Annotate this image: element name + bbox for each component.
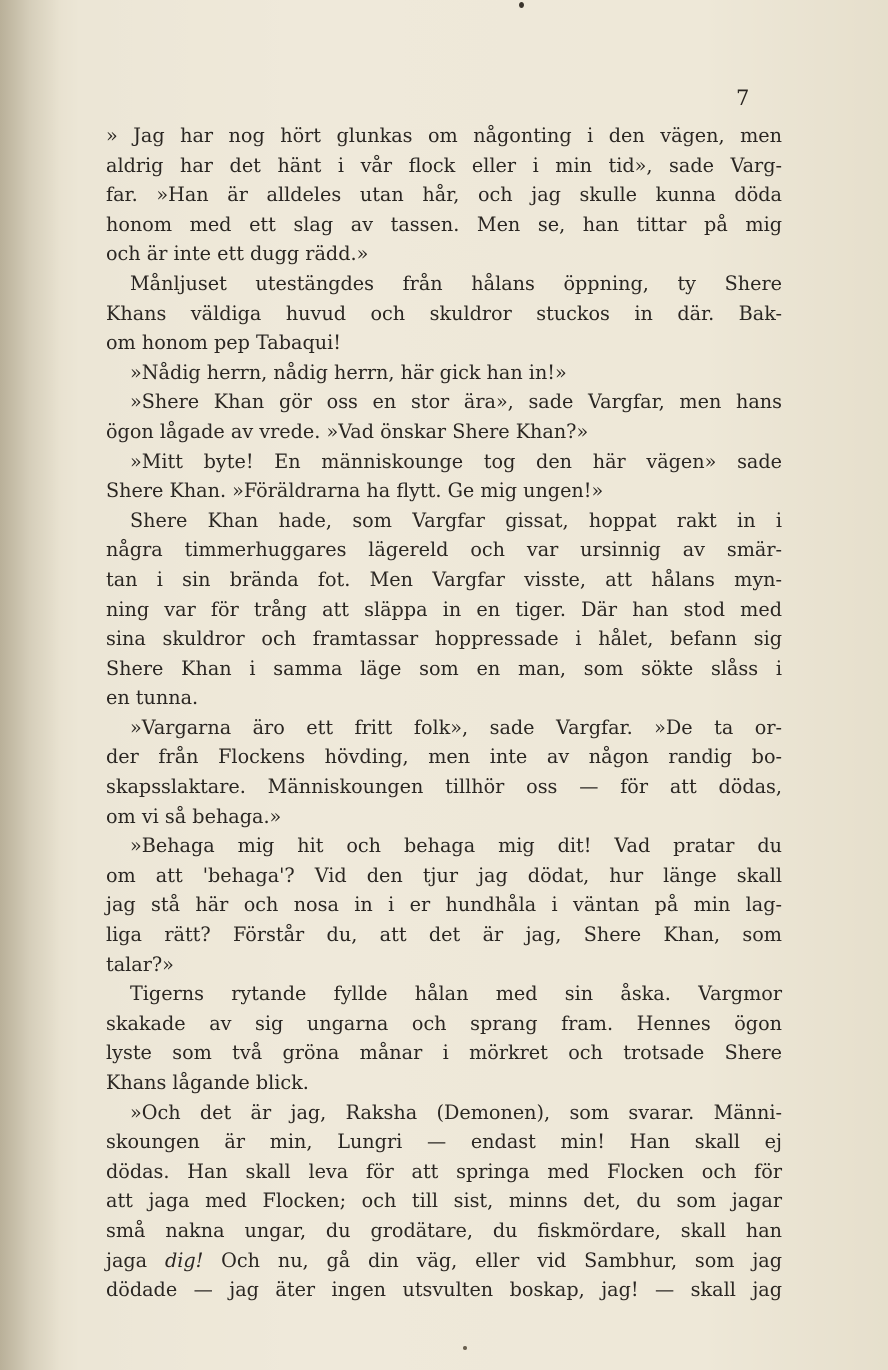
speck-mark-bottom	[463, 1346, 467, 1350]
text-line: far. »Han är alldeles utan hår, och jag skulle kunna döda	[106, 183, 782, 207]
speck-mark	[519, 2, 524, 8]
body-text	[106, 121, 782, 1305]
text-line: skoungen är min, Lungri — endast min! Han skall ej	[106, 1130, 782, 1154]
text-line: Shere Khan i samma läge som en man, som sökte slåss i	[106, 656, 782, 680]
text-line: skakade av sig ungarna och sprang fram. Hennes ögon	[106, 1011, 782, 1035]
text-line: en tunna.	[106, 686, 199, 710]
text-line: »Vargarna äro ett fritt folk», sade Vargfar. »De ta or-	[130, 715, 782, 739]
text-line: »Shere Khan gör oss en stor ära», sade Vargfar, men hans	[130, 390, 782, 414]
text-line: små nakna ungar, du grodätare, du fiskmördare, skall han	[106, 1218, 782, 1242]
text-line: »Behaga mig hit och behaga mig dit! Vad pratar du	[130, 834, 782, 858]
text-line: några timmerhuggares lägereld och var ursinnig av smär-	[106, 538, 782, 562]
text-line: om att 'behaga'? Vid den tjur jag dödat, hur länge skall	[106, 863, 782, 887]
text-line: Khans väldiga huvud och skuldror stuckos in där. Bak-	[106, 301, 782, 325]
text-line: sina skuldror och framtassar hoppressade i hålet, befann sig	[106, 627, 782, 651]
text-line: dödade — jag äter ingen utsvulten boskap, jag! — skall jag	[106, 1278, 782, 1302]
text-line: Shere Khan hade, som Vargfar gissat, hoppat rakt in i	[130, 508, 782, 532]
text-line: om vi så behaga.»	[106, 804, 282, 828]
text-line: der från Flockens hövding, men inte av någon randig bo-	[106, 745, 782, 769]
text-line: Tigerns rytande fyllde hålan med sin åska. Vargmor	[130, 982, 782, 1006]
text-line: och är inte ett dugg rädd.»	[106, 242, 369, 266]
text-line: » Jag har nog hört glunkas om någonting i den vägen, men	[106, 124, 782, 147]
text-line: ning var för trång att släppa in en tiger. Där han stod med	[106, 597, 782, 621]
text-line: aldrig har det hänt i vår flock eller i min tid», sade Varg-	[106, 153, 782, 177]
text-line: Månljuset utestängdes från hålans öppning, ty Shere	[130, 271, 782, 295]
text-line: »Mitt byte! En människounge tog den här vägen» sade	[130, 449, 782, 473]
text-line: liga rätt? Förstår du, att det är jag, Shere Khan, som	[106, 923, 782, 947]
text-line: »Nådig herrn, nådig herrn, här gick han in!»	[130, 360, 567, 384]
text-line: honom med ett slag av tassen. Men se, han tittar på mig	[106, 212, 782, 236]
text-line: tan i sin brända fot. Men Vargfar visste, att hålans myn-	[106, 567, 782, 591]
text-line: »Och det är jag, Raksha (Demonen), som svarar. Männi-	[130, 1100, 782, 1124]
page-number: 7	[736, 86, 750, 110]
text-line: lyste som två gröna månar i mörkret och trotsade Shere	[106, 1041, 782, 1065]
page-binding-shadow	[0, 0, 60, 1370]
text-line: Khans lågande blick.	[106, 1071, 309, 1094]
text-line: ögon lågade av vrede. »Vad önskar Shere Khan?»	[106, 419, 589, 443]
text-line: att jaga med Flocken; och till sist, minns det, du som jagar	[106, 1189, 782, 1213]
text-line: talar?»	[106, 952, 174, 976]
text-line: skapsslaktare. Människoungen tillhör oss — för att dödas,	[106, 775, 782, 799]
text-line: dödas. Han skall leva för att springa med Flocken och för	[106, 1159, 782, 1183]
text-line: Shere Khan. »Föräldrarna ha flytt. Ge mig ungen!»	[106, 479, 604, 503]
text-line: jaga dig! Och nu, gå din väg, eller vid Sambhur, som jag	[106, 1248, 782, 1272]
text-line: jag stå här och nosa in i er hundhåla i väntan på min lag-	[106, 893, 782, 917]
text-line: om honom pep Tabaqui!	[106, 331, 341, 355]
